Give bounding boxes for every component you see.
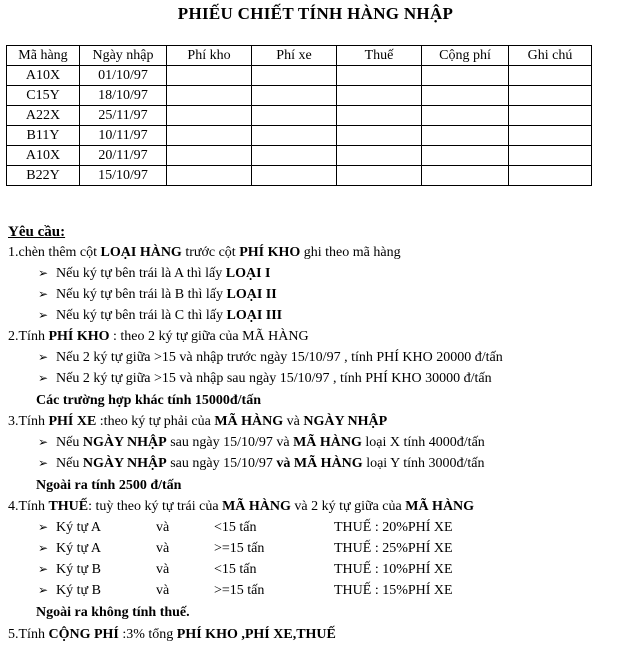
- text: Nếu 2 ký tự giữa >15 và nhập trước ngày 15/10/97 , tính PHÍ KHO 20000 đ/tấn: [56, 350, 503, 365]
- text: Nếu 2 ký tự giữa >15 và nhập sau ngày 15/10/97 , tính PHÍ KHO 30000 đ/tấn: [56, 371, 492, 386]
- cell-empty: [422, 146, 509, 166]
- cell-empty: [337, 166, 422, 186]
- arrow-bullet-icon: ➢: [38, 350, 49, 364]
- bold-text: LOẠI HÀNG: [100, 245, 182, 260]
- cell-empty: [509, 146, 592, 166]
- cell-empty: [252, 166, 337, 186]
- bold-text: NGÀY NHẬP: [82, 435, 167, 450]
- requirement-1: [8, 245, 401, 261]
- cell-empty: [252, 106, 337, 126]
- arrow-bullet-icon: ➢: [38, 371, 49, 385]
- text: 2.Tính: [8, 329, 49, 344]
- text: 5.Tính: [8, 627, 49, 642]
- text: Ký tự B: [56, 583, 101, 598]
- cell-ma-hang: A22X: [7, 106, 80, 126]
- cell-empty: [337, 66, 422, 86]
- cell-empty: [422, 86, 509, 106]
- cell-empty: [509, 166, 592, 186]
- text: và: [156, 541, 170, 556]
- cell-ma-hang: C15Y: [7, 86, 80, 106]
- cell-empty: [422, 106, 509, 126]
- text: 3.Tính: [8, 414, 49, 429]
- table-row: [7, 106, 592, 126]
- requirement-2: [8, 329, 309, 345]
- header-thue: Thuế: [337, 46, 422, 66]
- cell-empty: [167, 86, 252, 106]
- bold-text: MÃ HÀNG: [293, 435, 362, 450]
- cell-empty: [337, 146, 422, 166]
- cell-ngay-nhap: 01/10/97: [80, 66, 167, 86]
- cell-empty: [252, 66, 337, 86]
- tax-rule-row: [38, 562, 598, 582]
- bold-text: MÃ HÀNG: [214, 414, 284, 429]
- header-ngay-nhap: Ngày nhập: [80, 46, 167, 66]
- cell-empty: [509, 66, 592, 86]
- header-ghi-chu: Ghi chú: [509, 46, 592, 66]
- bold-text: NGÀY NHẬP: [82, 456, 167, 471]
- text: Nếu ký tự bên trái là B thì lấy: [56, 287, 227, 302]
- cell-empty: [337, 126, 422, 146]
- tax-rule-row: [38, 541, 598, 561]
- requirement-4: [8, 499, 474, 515]
- cell-empty: [167, 126, 252, 146]
- requirement-1-bullet: [38, 308, 282, 324]
- bold-text: NGÀY NHẬP: [303, 414, 388, 429]
- requirement-1-bullet: [38, 287, 277, 303]
- cell-ngay-nhap: 20/11/97: [80, 146, 167, 166]
- bold-text: và MÃ HÀNG: [276, 456, 363, 471]
- text: ghi theo mã hàng: [300, 245, 401, 260]
- text: THUẾ : 15%PHÍ XE: [334, 583, 453, 598]
- text: Ký tự B: [56, 562, 101, 577]
- requirement-3-bullet: [38, 435, 485, 451]
- cell-ngay-nhap: 15/10/97: [80, 166, 167, 186]
- text: sau ngày 15/10/97: [166, 456, 277, 471]
- requirement-3-note: Ngoài ra tính 2500 đ/tấn: [36, 478, 182, 493]
- cell-empty: [252, 126, 337, 146]
- text: Nếu ký tự bên trái là A thì lấy: [56, 266, 226, 281]
- text: và: [156, 520, 170, 535]
- cell-ngay-nhap: 18/10/97: [80, 86, 167, 106]
- text: :3% tổng: [118, 627, 177, 642]
- cell-empty: [167, 66, 252, 86]
- text: trước cột: [181, 245, 240, 260]
- text: : theo 2 ký tự giữa của MÃ HÀNG: [109, 329, 309, 344]
- cell-ma-hang: A10X: [7, 66, 80, 86]
- requirements-heading: Yêu cầu:: [8, 224, 66, 240]
- cell-empty: [422, 126, 509, 146]
- text: <15 tấn: [214, 562, 257, 577]
- table-header-row: [7, 46, 592, 66]
- cell-empty: [422, 66, 509, 86]
- arrow-bullet-icon: ➢: [38, 287, 49, 301]
- bold-text: THUẾ: [48, 499, 89, 514]
- arrow-bullet-icon: ➢: [38, 435, 49, 449]
- header-cong-phi: Cộng phí: [422, 46, 509, 66]
- arrow-bullet-icon: ➢: [38, 562, 49, 576]
- cell-empty: [337, 86, 422, 106]
- bold-text: LOẠI III: [226, 308, 283, 323]
- cell-empty: [509, 126, 592, 146]
- cell-empty: [422, 166, 509, 186]
- import-table: [6, 45, 592, 186]
- bold-text: LOẠI II: [226, 287, 277, 302]
- bold-text: CỘNG PHÍ: [48, 627, 119, 642]
- table-row: [7, 86, 592, 106]
- text: Nếu ký tự bên trái là C thì lấy: [56, 308, 227, 323]
- text: >=15 tấn: [214, 541, 265, 556]
- arrow-bullet-icon: ➢: [38, 583, 49, 597]
- requirement-2-bullet: [38, 350, 503, 366]
- cell-ngay-nhap: 10/11/97: [80, 126, 167, 146]
- bold-text: MÃ HÀNG: [405, 499, 475, 514]
- text: 4.Tính: [8, 499, 49, 514]
- text: Nếu: [56, 435, 83, 450]
- requirement-2-bullet: [38, 371, 492, 387]
- cell-ma-hang: B11Y: [7, 126, 80, 146]
- text: <15 tấn: [214, 520, 257, 535]
- cell-empty: [167, 106, 252, 126]
- text: và 2 ký tự giữa của: [290, 499, 406, 514]
- cell-empty: [167, 146, 252, 166]
- cell-ma-hang: A10X: [7, 146, 80, 166]
- requirement-3-bullet: [38, 456, 485, 472]
- bold-text: PHÍ KHO ,PHÍ XE,THUẾ: [176, 627, 336, 642]
- arrow-bullet-icon: ➢: [38, 266, 49, 280]
- table-row: [7, 146, 592, 166]
- requirement-5: [8, 627, 336, 643]
- cell-empty: [167, 166, 252, 186]
- tax-rule-row: [38, 583, 598, 603]
- cell-ngay-nhap: 25/11/97: [80, 106, 167, 126]
- bold-text: PHÍ XE: [48, 414, 97, 429]
- bold-text: PHÍ KHO: [48, 329, 110, 344]
- cell-empty: [337, 106, 422, 126]
- text: và: [156, 562, 170, 577]
- requirement-4-note: Ngoài ra không tính thuế.: [36, 605, 190, 620]
- text: >=15 tấn: [214, 583, 265, 598]
- text: Ký tự A: [56, 541, 101, 556]
- header-phi-kho: Phí kho: [167, 46, 252, 66]
- requirement-3: [8, 414, 387, 430]
- text: : tuỳ theo ký tự trái của: [88, 499, 223, 514]
- text: và: [156, 583, 170, 598]
- text: sau ngày 15/10/97 và: [166, 435, 294, 450]
- arrow-bullet-icon: ➢: [38, 520, 49, 534]
- arrow-bullet-icon: ➢: [38, 541, 49, 555]
- bold-text: MÃ HÀNG: [222, 499, 291, 514]
- cell-ma-hang: B22Y: [7, 166, 80, 186]
- cell-empty: [252, 146, 337, 166]
- text: và: [283, 414, 304, 429]
- bold-text: LOẠI I: [225, 266, 271, 281]
- text: loại X tính 4000đ/tấn: [361, 435, 485, 450]
- bold-text: PHÍ KHO: [239, 245, 301, 260]
- page-title: PHIẾU CHIẾT TÍNH HÀNG NHẬP: [177, 4, 454, 23]
- text: THUẾ : 25%PHÍ XE: [334, 541, 453, 556]
- header-ma-hang: Mã hàng: [7, 46, 80, 66]
- text: THUẾ : 10%PHÍ XE: [334, 562, 453, 577]
- cell-empty: [509, 86, 592, 106]
- text: Nếu: [56, 456, 83, 471]
- text: :theo ký tự phải của: [96, 414, 215, 429]
- tax-rule-row: [38, 520, 598, 540]
- text: THUẾ : 20%PHÍ XE: [334, 520, 453, 535]
- cell-empty: [252, 86, 337, 106]
- table-row: [7, 66, 592, 86]
- header-phi-xe: Phí xe: [252, 46, 337, 66]
- arrow-bullet-icon: ➢: [38, 308, 49, 322]
- cell-empty: [509, 106, 592, 126]
- text: loại Y tính 3000đ/tấn: [362, 456, 485, 471]
- arrow-bullet-icon: ➢: [38, 456, 49, 470]
- table-row: [7, 166, 592, 186]
- requirement-1-bullet: [38, 266, 270, 282]
- text: Ký tự A: [56, 520, 101, 535]
- requirement-2-note: Các trường hợp khác tính 15000đ/tấn: [36, 393, 261, 408]
- table-row: [7, 126, 592, 146]
- text: 1.chèn thêm cột: [8, 245, 101, 260]
